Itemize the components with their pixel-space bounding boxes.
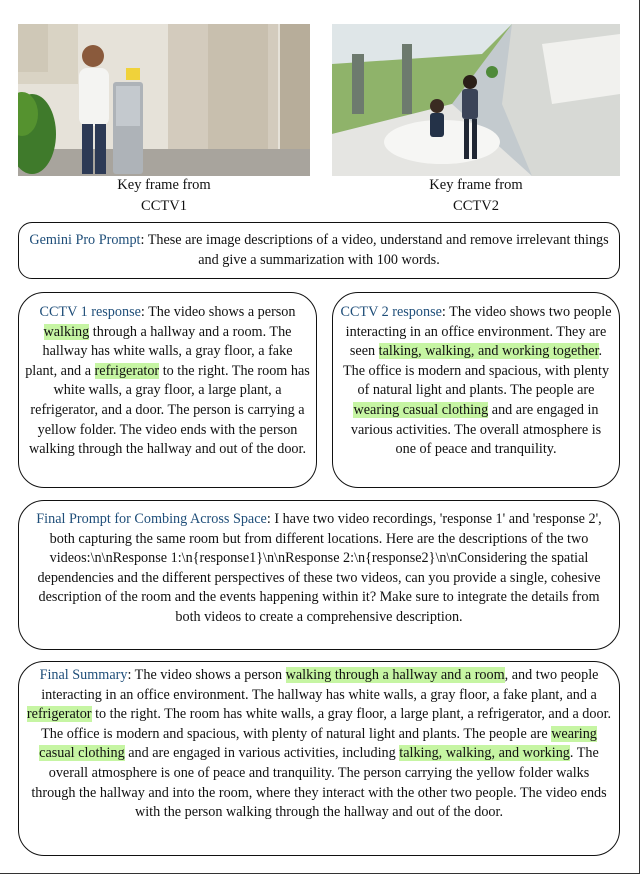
response-text: . The office is modern and spacious, with plenty of natural light and plants. The people are xyxy=(342,343,610,399)
summary-text: to the right. The room has white walls, a gray floor, a large plant, a refrigerator, and a door. The office is modern and spacious, with plenty of natural light and plants. The people are xyxy=(41,706,612,742)
caption-line: Key frame from xyxy=(117,177,211,193)
cctv2-caption xyxy=(332,175,620,217)
cctv1-response-box xyxy=(18,292,317,488)
caption-line: CCTV2 xyxy=(453,198,499,214)
final-prompt-label: Final Prompt for Combing Across Space xyxy=(36,511,267,527)
final-prompt-text: : I have two video recordings, 'response 1' and 'response 2', both capturing the same room but from different locations. Here are the descriptions of the two videos:\n\nResponse 1:\n{response1}\n\nResponse 2:\n{response2}\n\nConsidering the spatial dependencies and the different perspectives of these two videos, can you provide a single, cohesive description of the room and the events happening within it? Make sure to integrate the details from both videos to create a comprehensive description. xyxy=(37,511,602,625)
caption-line: Key frame from xyxy=(429,177,523,193)
response-text: to the right. The room has white walls, a gray floor, a large plant, a refrigerator, and a door. The person is carrying a yellow folder. The video ends with the person walking through the hallway and out of the door. xyxy=(29,362,310,458)
caption-line: CCTV1 xyxy=(141,198,187,214)
cctv1-key-frame-image xyxy=(18,24,310,176)
final-prompt-box xyxy=(18,500,620,650)
summary-text: : The video shows a person xyxy=(127,667,286,683)
gemini-prompt-box xyxy=(18,222,620,279)
cctv1-response-label: CCTV 1 response xyxy=(39,304,141,320)
gemini-prompt-label: Gemini Pro Prompt xyxy=(29,232,141,248)
highlight: talking, walking, and working together xyxy=(378,343,599,360)
response-text: : The video shows two people interacting in an office environment. They are seen xyxy=(345,304,612,360)
response-text: and are engaged in various activities. The overall atmosphere is one of peace and tranquility. xyxy=(350,401,602,458)
final-summary-box xyxy=(18,661,620,856)
gemini-prompt-text: : These are image descriptions of a video, understand and remove irrelevant things and give a summarization with 100 words. xyxy=(140,232,609,268)
cctv1-caption xyxy=(18,175,310,217)
cctv2-response-label: CCTV 2 response xyxy=(340,304,442,320)
response-text: : The video shows a person xyxy=(140,304,296,320)
highlight: walking through a hallway and a room xyxy=(285,667,505,683)
summary-text: . The overall atmosphere is one of peace and tranquility. The person carrying the yellow folder walks through the hallway and into the room, where they interact with the other two people. The video ends with the person walking through the hallway and out of the door. xyxy=(31,745,607,821)
final-summary-label: Final Summary xyxy=(39,667,128,683)
highlight: refrigerator xyxy=(94,362,160,379)
summary-text: and are engaged in various activities, including xyxy=(124,745,400,762)
highlight: wearing casual clothing xyxy=(39,725,597,762)
highlight: refrigerator xyxy=(26,706,92,723)
highlight: walking xyxy=(43,323,90,340)
cctv2-response-box xyxy=(332,292,620,488)
response-text: through a hallway and a room. The hallway has white walls, a gray floor, a fake plant, and a xyxy=(25,323,293,379)
highlight: wearing casual clothing xyxy=(353,401,489,418)
cctv2-key-frame-image xyxy=(332,24,620,176)
summary-text: , and two people interacting in an office environment. The hallway has white walls, a gray floor, a fake plant, and a xyxy=(41,667,599,703)
highlight: talking, walking, and working xyxy=(399,745,570,762)
